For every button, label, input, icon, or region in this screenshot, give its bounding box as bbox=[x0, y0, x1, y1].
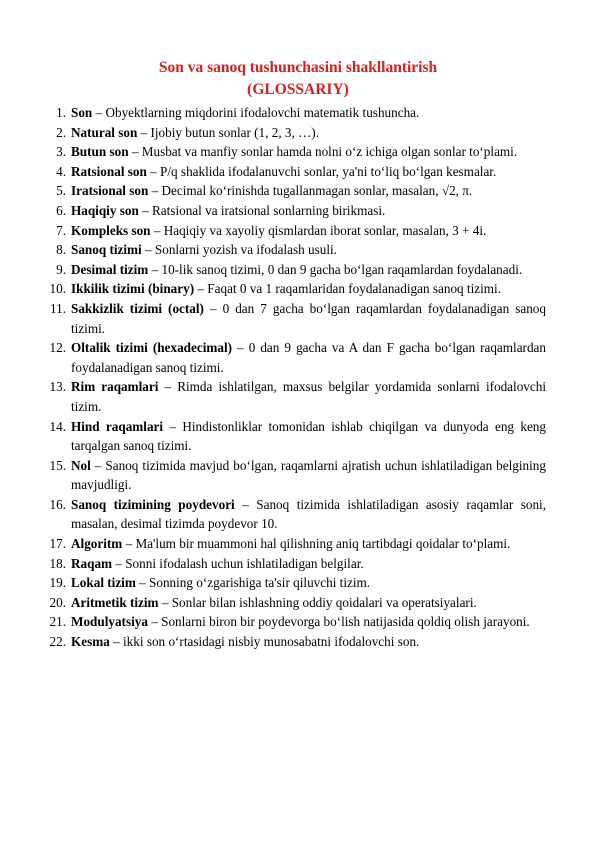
item-number: 21. bbox=[49, 614, 66, 630]
glossary-term: Sakkizlik tizimi (octal) bbox=[71, 300, 204, 316]
glossary-term: Sanoq tizimi bbox=[71, 242, 142, 258]
document-subtitle: (GLOSSARIY) bbox=[247, 81, 349, 98]
glossary-term: Modulyatsiya bbox=[71, 614, 148, 630]
glossary-term: Hind raqamlari bbox=[71, 418, 164, 434]
item-number: 11. bbox=[50, 300, 66, 316]
item-number: 6. bbox=[56, 202, 66, 218]
item-number: 5. bbox=[56, 183, 66, 199]
glossary-term: Iratsional son bbox=[71, 183, 149, 199]
glossary-term: Ratsional son bbox=[71, 163, 147, 179]
item-number: 13. bbox=[49, 379, 66, 395]
glossary-item bbox=[0, 299, 546, 338]
glossary-item bbox=[0, 612, 546, 632]
glossary-definition: – Hindistonliklar tomonidan ishlab chiqilgan va dunyoda eng keng tarqalgan sanoq tizimi. bbox=[71, 418, 546, 454]
item-number: 19. bbox=[49, 575, 66, 591]
glossary-item bbox=[0, 181, 546, 201]
glossary-term: Lokal tizim bbox=[71, 575, 136, 591]
glossary-term: Ikkilik tizimi (binary) bbox=[71, 281, 195, 297]
glossary-definition: – Rimda ishlatilgan, maxsus belgilar yordamida sonlarni ifodalovchi tizim. bbox=[71, 379, 547, 414]
glossary-definition: – Haqiqiy va xayoliy qismlardan iborat sonlar, masalan, 3 + 4i. bbox=[150, 222, 487, 238]
item-number: 7. bbox=[56, 222, 66, 238]
glossary-item bbox=[0, 221, 546, 241]
glossary-item bbox=[0, 240, 546, 260]
item-number: 17. bbox=[49, 536, 66, 552]
glossary-definition: – Sonlarni biron bir poydevorga bo‘lish natijasida qoldiq olish jarayoni. bbox=[147, 614, 530, 630]
glossary-definition: – Sonlar bilan ishlashning oddiy qoidalari va operatsiyalari. bbox=[158, 594, 477, 610]
item-number: 3. bbox=[56, 144, 66, 160]
glossary-item bbox=[0, 142, 546, 162]
item-number: 14. bbox=[49, 418, 66, 434]
glossary-definition: – Musbat va manfiy sonlar hamda nolni o‘z ichiga olgan sonlar to‘plami. bbox=[128, 144, 518, 160]
glossary-item bbox=[0, 495, 546, 534]
glossary-item bbox=[0, 534, 546, 554]
glossary-item bbox=[0, 417, 546, 456]
item-number: 16. bbox=[49, 496, 66, 512]
glossary-term: Son bbox=[71, 105, 93, 120]
glossary-definition: – Ma'lum bir muammoni hal qilishning aniq tartibdagi qoidalar to‘plami. bbox=[122, 536, 511, 552]
glossary-definition: – P/q shaklida ifodalanuvchi sonlar, ya'ni to‘liq bo‘lgan kesmalar. bbox=[146, 163, 497, 179]
glossary-item bbox=[0, 377, 546, 416]
glossary-item bbox=[0, 123, 546, 143]
glossary-item bbox=[0, 338, 546, 377]
glossary-item bbox=[0, 103, 546, 123]
glossary-term: Sanoq tizimining poydevori bbox=[71, 496, 235, 512]
glossary-term: Rim raqamlari bbox=[71, 379, 159, 395]
item-number: 18. bbox=[49, 555, 66, 571]
item-number: 20. bbox=[49, 594, 66, 610]
glossary-list bbox=[0, 103, 596, 652]
glossary-term: Kesma bbox=[71, 634, 110, 650]
glossary-definition: – Ijobiy butun sonlar (1, 2, 3, …). bbox=[137, 124, 319, 140]
glossary-term: Raqam bbox=[71, 555, 113, 571]
glossary-item bbox=[0, 573, 546, 593]
glossary-term: Desimal tizim bbox=[71, 261, 149, 277]
item-number: 12. bbox=[49, 340, 66, 356]
glossary-term: Aritmetik tizim bbox=[71, 594, 159, 610]
glossary-item bbox=[0, 162, 546, 182]
glossary-item bbox=[0, 201, 546, 221]
glossary-term: Oltalik tizimi (hexadecimal) bbox=[71, 340, 232, 356]
glossary-definition: – Sonlarni yozish va ifodalash usuli. bbox=[141, 242, 337, 258]
glossary-definition: – Sanoq tizimida mavjud bo‘lgan, raqamlarni ajratish uchun ishlatiladigan belgining mavjudligi. bbox=[71, 457, 546, 493]
glossary-definition: – Faqat 0 va 1 raqamlaridan foydalanadigan sanoq tizimi. bbox=[194, 281, 501, 297]
document-title: Son va sanoq tushunchasini shakllantirish bbox=[158, 59, 438, 76]
item-number: 2. bbox=[56, 124, 66, 140]
glossary-term: Algoritm bbox=[71, 536, 123, 552]
glossary-definition: – Ratsional va iratsional sonlarning birikmasi. bbox=[138, 202, 386, 218]
glossary-term: Kompleks son bbox=[71, 222, 151, 238]
glossary-term: Butun son bbox=[71, 144, 129, 160]
glossary-definition: – Sanoq tizimida ishlatiladigan asosiy raqamlar soni, masalan, desimal tizimda poydevor 10. bbox=[71, 496, 546, 532]
glossary-definition: – 10-lik sanoq tizimi, 0 dan 9 gacha bo‘lgan raqamlardan foydalanadi. bbox=[148, 261, 523, 277]
item-number: 1. bbox=[56, 105, 66, 120]
item-number: 15. bbox=[49, 457, 66, 473]
glossary-definition: – ikki son o‘rtasidagi nisbiy munosabatni ifodalovchi son. bbox=[109, 634, 420, 650]
glossary-item bbox=[0, 632, 546, 652]
glossary-term: Natural son bbox=[71, 124, 138, 140]
item-number: 9. bbox=[56, 261, 66, 277]
glossary-definition: – 0 dan 7 gacha bo‘lgan raqamlardan foydalanadigan sanoq tizimi. bbox=[71, 300, 546, 336]
glossary-term: Nol bbox=[71, 457, 91, 473]
glossary-definition: – Decimal ko‘rinishda tugallanmagan sonlar, masalan, √2, π. bbox=[148, 183, 473, 199]
glossary-item bbox=[0, 279, 546, 299]
glossary-definition: – 0 dan 9 gacha va A dan F gacha bo‘lgan raqamlardan foydalanadigan sanoq tizimi. bbox=[71, 340, 546, 375]
glossary-item bbox=[0, 260, 546, 280]
glossary-definition: – Obyektlarning miqdorini ifodalovchi matematik tushuncha. bbox=[92, 105, 420, 120]
glossary-definition: – Sonni ifodalash uchun ishlatiladigan belgilar. bbox=[112, 555, 364, 571]
item-number: 22. bbox=[49, 634, 66, 650]
glossary-item bbox=[0, 456, 546, 495]
glossary-item bbox=[0, 593, 546, 613]
item-number: 10. bbox=[49, 281, 66, 297]
item-number: 4. bbox=[56, 163, 66, 179]
item-number: 8. bbox=[56, 242, 66, 258]
glossary-term: Haqiqiy son bbox=[71, 202, 139, 218]
glossary-definition: – Sonning o‘zgarishiga ta'sir qiluvchi tizim. bbox=[135, 575, 371, 591]
glossary-item bbox=[0, 554, 546, 574]
